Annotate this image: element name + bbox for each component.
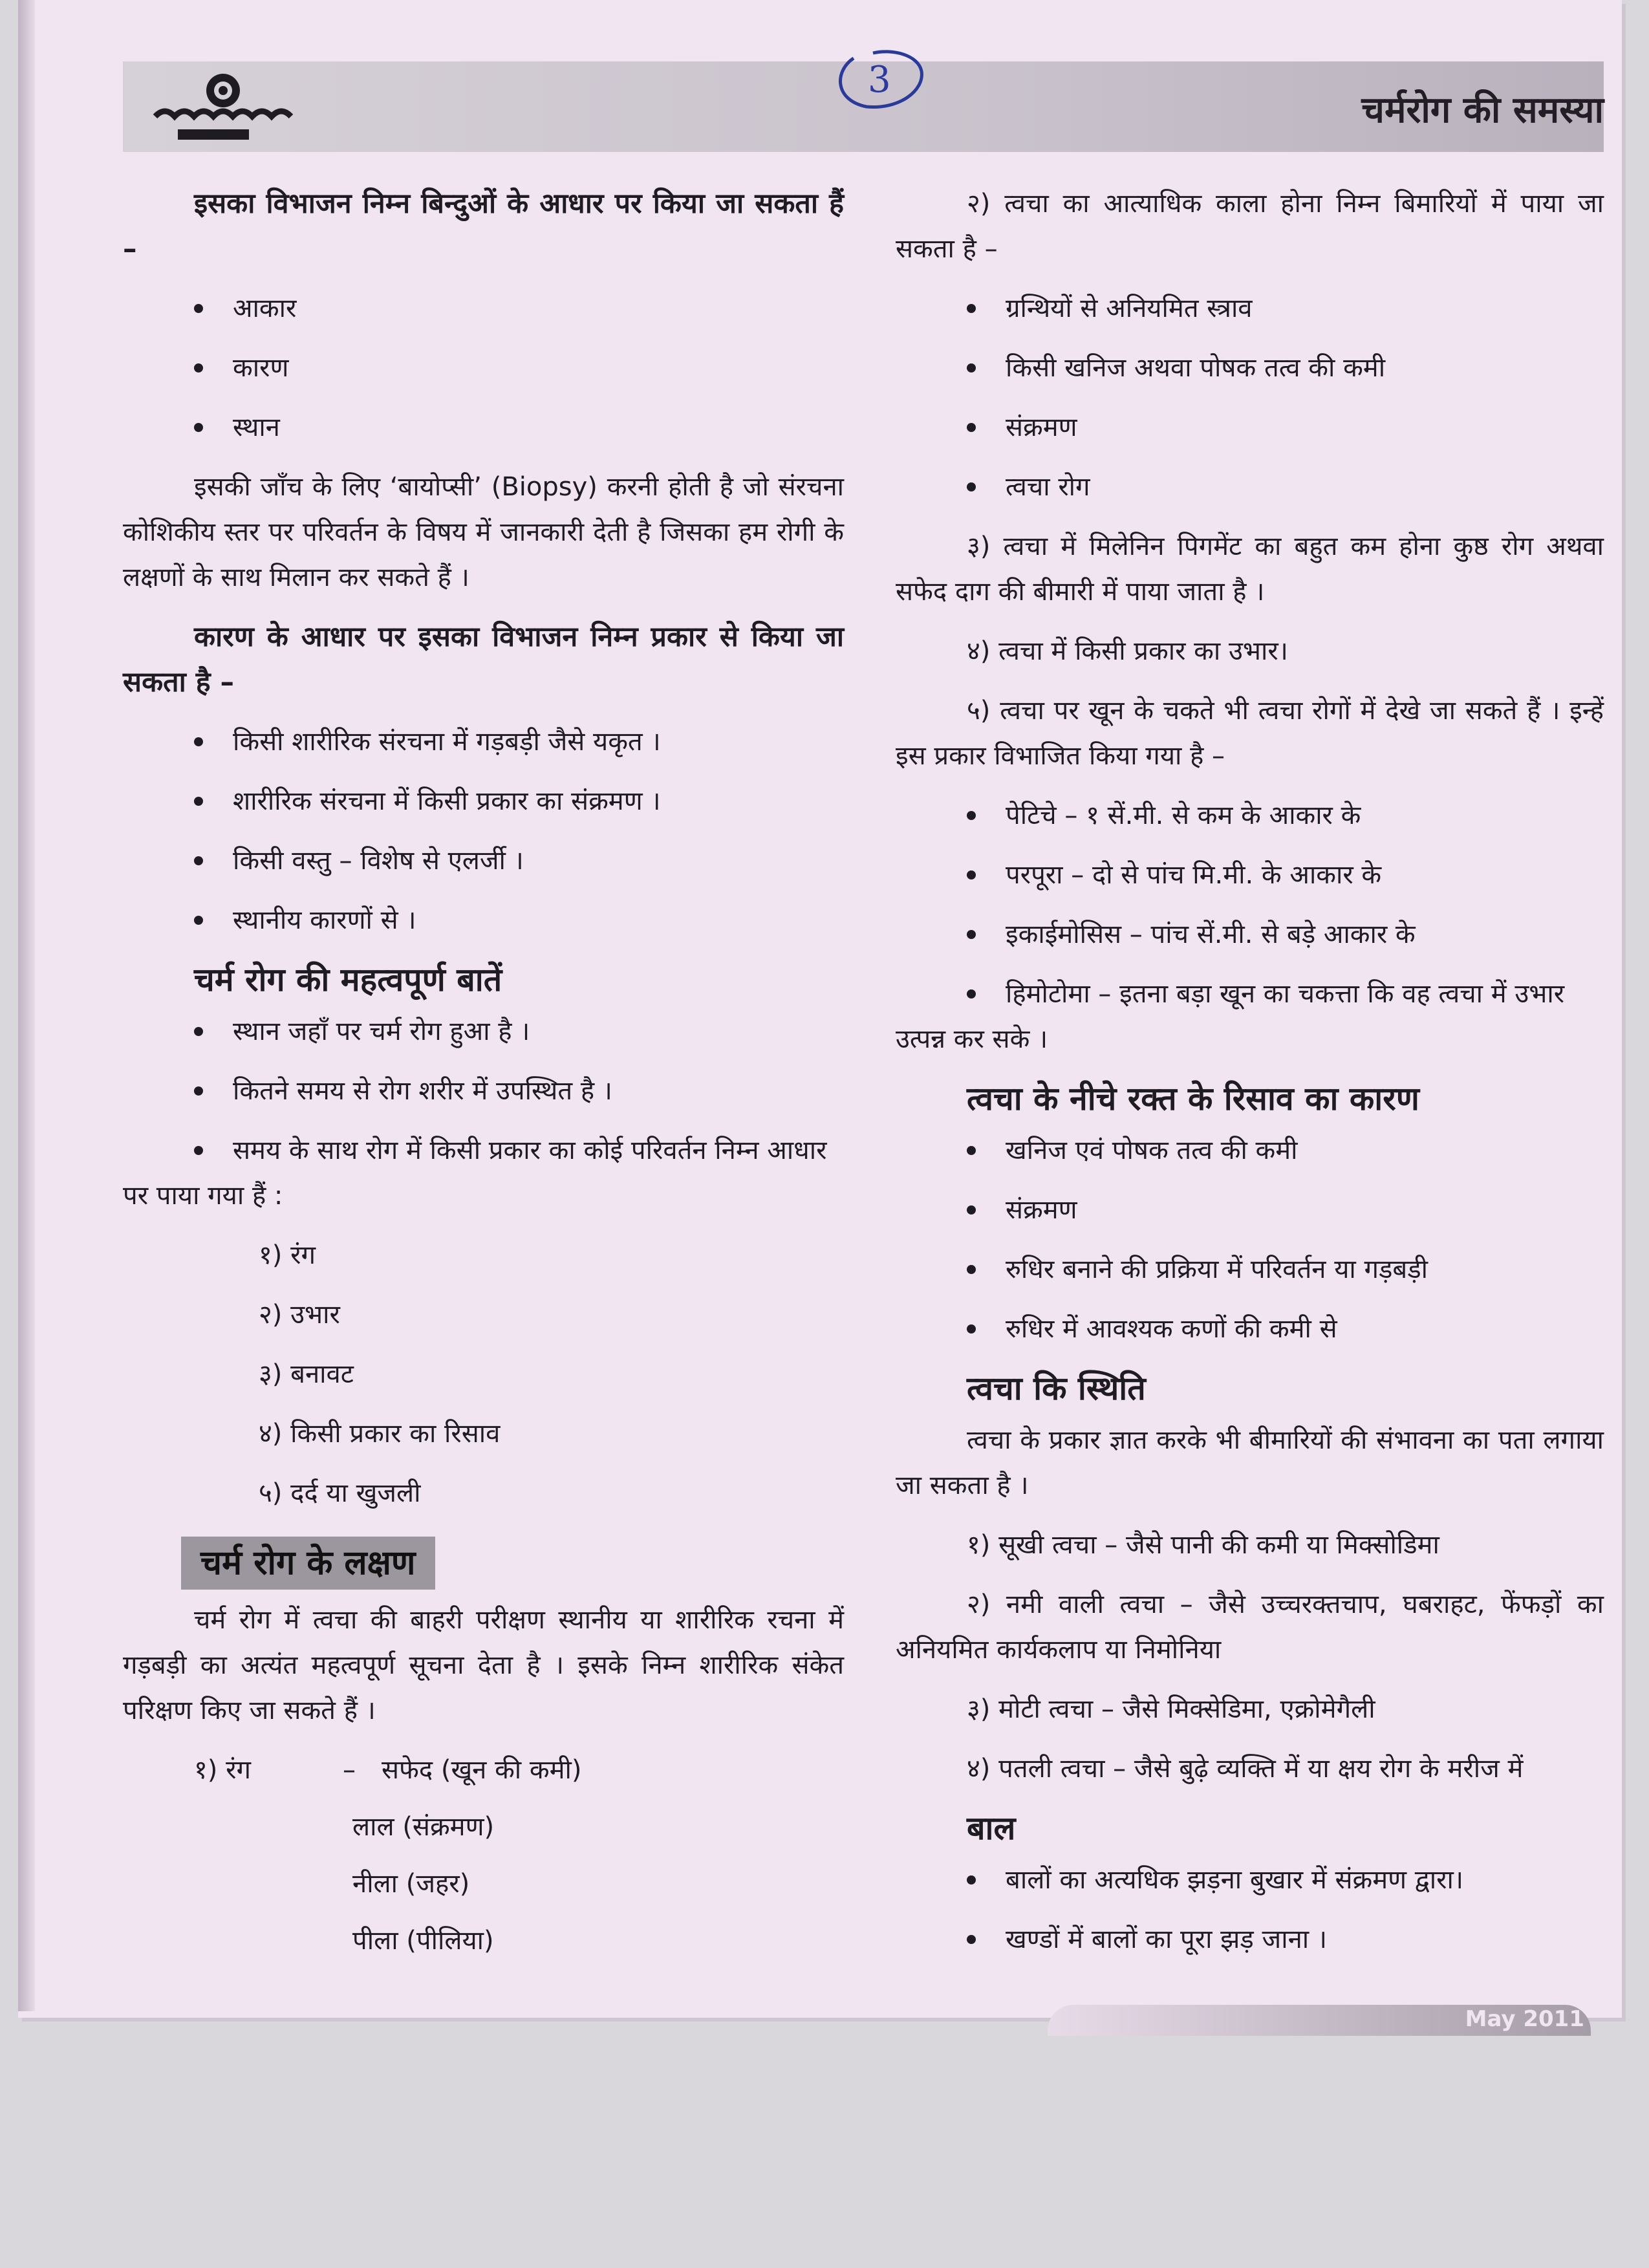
color-row (194, 1747, 844, 1793)
important-list (123, 1009, 844, 1218)
list-item (123, 1128, 844, 1218)
list-item: कारण (194, 345, 844, 391)
list-item: त्वचा रोग (967, 464, 1604, 510)
spot-list (896, 793, 1604, 1062)
numbered-item: २) उभार (259, 1300, 340, 1330)
color-dash: – (343, 1755, 356, 1785)
intro-line: इसका विभाजन निम्न बिन्दुओं के आधार पर किया जा सकता हैं – (123, 188, 844, 265)
list-item: किसी वस्तु – विशेष से एलर्जी । (194, 838, 844, 883)
numbered-item: १) रंग (259, 1240, 316, 1270)
bump-paragraph: ४) त्वचा में किसी प्रकार का उभार। (967, 636, 1288, 666)
intro-list (123, 286, 844, 450)
list-item: परपूरा – दो से पांच मि.मी. के आकार के (967, 852, 1604, 898)
skin-state-heading: त्वचा कि स्थिति (967, 1369, 1146, 1407)
list-item: खण्डों में बालों का पूरा झड़ जाना । (967, 1917, 1604, 1962)
list-item: ग्रन्थियों से अनियमित स्त्राव (967, 286, 1604, 331)
list-item: इकाईमोसिस – पांच सें.मी. से बड़े आकार के (967, 912, 1604, 957)
page-mark: 3 (868, 59, 891, 101)
cause-heading: कारण के आधार पर इसका विभाजन निम्न प्रकार से किया जा सकता है – (123, 621, 844, 698)
hair-list (896, 1857, 1604, 1962)
list-item: संक्रमण (967, 405, 1604, 450)
page-gutter (18, 0, 35, 2011)
list-item: किसी खनिज अथवा पोषक तत्व की कमी (967, 345, 1604, 391)
symptoms-paragraph: चर्म रोग में त्वचा की बाहरी परीक्षण स्थानीय या शारीरिक रचना में गड़बड़ी का अत्यंत महत्वपूर्ण सूचना देता है । इसके निम्न शारीरिक संकेत परिक्षण किए जा सकते हैं । (123, 1605, 844, 1725)
biopsy-paragraph: इसकी जाँच के लिए ‘बायोप्सी’ (Biopsy) करनी होती है जो संरचना कोशिकीय स्तर पर परिवर्तन के विषय में जानकारी देती है जिसका हम रोगी के लक्षणों के साथ मिलान कर सकते हैं । (123, 472, 844, 592)
sun-wave-logo-icon (142, 65, 304, 152)
numbered-item: ५) दर्द या खुजली (259, 1478, 421, 1508)
dark-skin-paragraph: २) त्वचा का आत्याधिक काला होना निम्न बिमारियों में पाया जा सकता है – (896, 189, 1604, 264)
color-value: सफेद (खून की कमी) (382, 1755, 582, 1785)
list-item: बालों का अत्यधिक झड़ना बुखार में संक्रमण द्वारा। (967, 1857, 1604, 1903)
list-item-text: हिमोटोमा – इतना बड़ा खून का चकत्ता कि वह त्वचा में उभार उत्पन्न कर सके । (896, 979, 1565, 1054)
color-value: लाल (संक्रमण) (352, 1812, 495, 1842)
melanin-paragraph: ३) त्वचा में मिलेनिन पिगमेंट का बहुत कम होना कुष्ठ रोग अथवा सफेद दाग की बीमारी में पाया जाता है । (896, 532, 1604, 607)
list-item: शारीरिक संरचना में किसी प्रकार का संक्रमण । (194, 779, 844, 824)
list-item: स्थान जहाँ पर चर्म रोग हुआ है । (194, 1009, 844, 1054)
handwritten-page-mark-icon (828, 45, 931, 116)
color-key: १) रंग (194, 1755, 252, 1785)
skin-state-paragraph: त्वचा के प्रकार ज्ञात करके भी बीमारियों की संभावना का पता लगाया जा सकता है । (896, 1425, 1604, 1500)
blood-spots-paragraph: ५) त्वचा पर खून के चकते भी त्वचा रोगों में देखे जा सकते हैं । इन्हें इस प्रकार विभाजित किया गया है – (896, 696, 1604, 771)
list-item: किसी शारीरिक संरचना में गड़बड़ी जैसे यकृत । (194, 719, 844, 764)
skin-type-item: १) सूखी त्वचा – जैसे पानी की कमी या मिक्सोडिमा (967, 1530, 1439, 1560)
bleed-list (896, 1128, 1604, 1352)
right-column (896, 181, 1604, 1976)
numbered-item: ३) बनावट (259, 1359, 354, 1389)
list-item: कितने समय से रोग शरीर में उपस्थित है । (194, 1068, 844, 1114)
list-item: पेटिचे – १ सें.मी. से कम के आकार के (967, 793, 1604, 838)
skin-type-item: ४) पतली त्वचा – जैसे बुढ़े व्यक्ति में या क्षय रोग के मरीज में (967, 1754, 1524, 1784)
list-item: आकार (194, 286, 844, 331)
hair-heading: बाल (967, 1809, 1016, 1847)
bleed-heading: त्वचा के नीचे रक्त के रिसाव का कारण (967, 1079, 1419, 1118)
list-item: संक्रमण (967, 1187, 1604, 1233)
important-heading: चर्म रोग की महत्वपूर्ण बातें (194, 960, 502, 999)
numbered-item: ४) किसी प्रकार का रिसाव (259, 1419, 501, 1449)
list-item-text: समय के साथ रोग में किसी प्रकार का कोई परिवर्तन निम्न आधार पर पाया गया हैं : (123, 1136, 827, 1211)
footer-date: May 2011 (1465, 2006, 1584, 2032)
color-value: नीला (जहर) (352, 1869, 470, 1899)
list-item (896, 971, 1604, 1062)
list-item: रुधिर में आवश्यक कणों की कमी से (967, 1306, 1604, 1352)
dark-skin-list (896, 286, 1604, 510)
cause-list (123, 719, 844, 943)
list-item: स्थान (194, 405, 844, 450)
list-item: खनिज एवं पोषक तत्व की कमी (967, 1128, 1604, 1173)
color-value: पीला (पीलिया) (352, 1926, 494, 1956)
page-header-title: चर्मरोग की समस्या (1361, 89, 1604, 131)
list-item: स्थानीय कारणों से । (194, 898, 844, 943)
list-item: रुधिर बनाने की प्रक्रिया में परिवर्तन या गड़बड़ी (967, 1247, 1604, 1292)
left-column (123, 181, 844, 1975)
symptoms-heading: चर्म रोग के लक्षण (181, 1537, 435, 1590)
skin-type-item: २) नमी वाली त्वचा – जैसे उच्चरक्तचाप, घबराहट, फेंफड़ों का अनियमित कार्यकलाप या निमोनिया (896, 1590, 1604, 1665)
skin-type-item: ३) मोटी त्वचा – जैसे मिक्सेडिमा, एक्रोमेगैली (967, 1694, 1375, 1724)
